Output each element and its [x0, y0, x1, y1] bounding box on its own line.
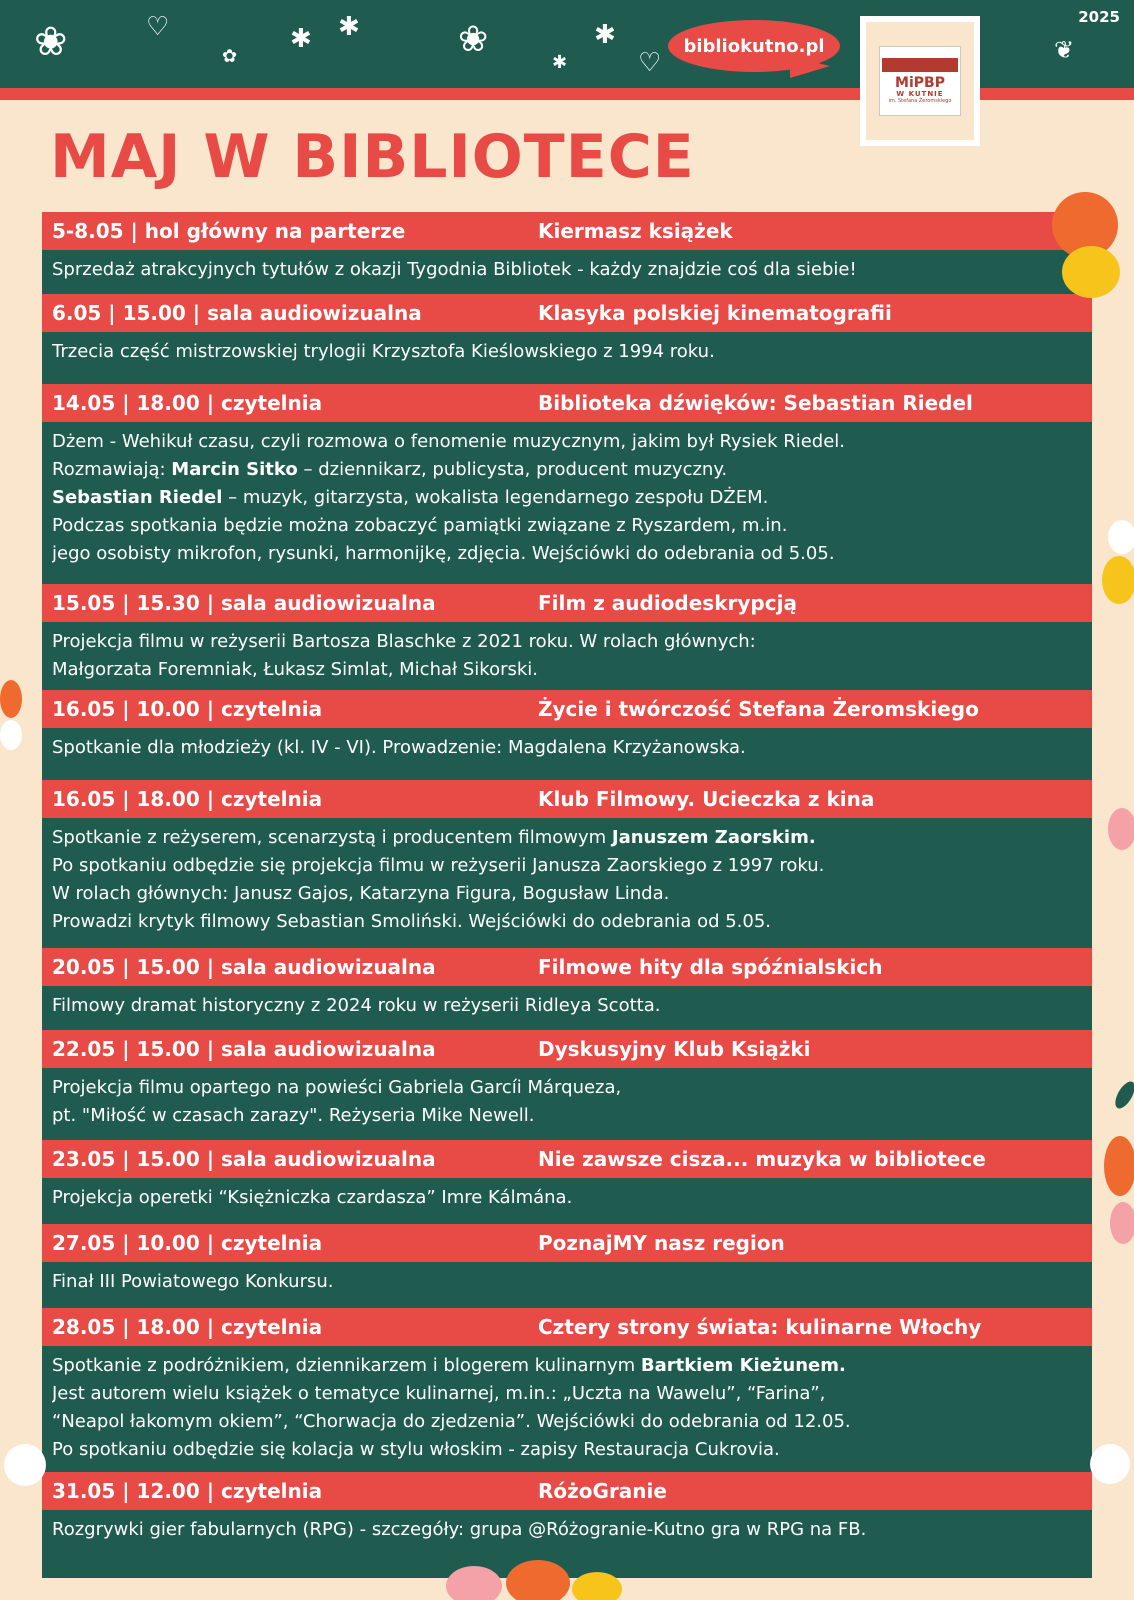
- event-header: [42, 1224, 1092, 1262]
- event-title: PoznajMY nasz region: [538, 1231, 785, 1255]
- line-text: Po spotkaniu odbędzie się kolacja w stylu włoskim - zapisy Restauracja Cukrovia.: [52, 1439, 780, 1460]
- event-title: Dyskusyjny Klub Książki: [538, 1037, 811, 1061]
- line-text: Małgorzata Foremniak, Łukasz Simlat, Michał Sikorski.: [52, 659, 538, 680]
- event-description: [42, 1510, 1092, 1578]
- event-description: [42, 1178, 1092, 1224]
- line-text: Dżem - Wehikuł czasu, czyli rozmowa o fenomenie muzycznym, jakim był Rysiek Riedel.: [52, 431, 846, 452]
- logo-patron: im. Stefana Żeromskiego: [888, 98, 952, 105]
- description-line: [52, 1516, 1082, 1544]
- line-text: Projekcja filmu opartego na powieści Gabriela Garcíi Márqueza,: [52, 1077, 622, 1098]
- event-item: [42, 294, 1092, 384]
- line-text: Projekcja operetki “Księżniczka czardasza” Imre Kálmána.: [52, 1187, 573, 1208]
- line-text: pt. "Miłość w czasach zarazy". Reżyseria Mike Newell.: [52, 1105, 535, 1126]
- line-text: Prowadzi krytyk filmowy Sebastian Smoliński. Wejściówki do odebrania od 5.05.: [52, 911, 772, 932]
- event-title: Nie zawsze cisza... muzyka w bibliotece: [538, 1147, 986, 1171]
- line-text: Spotkanie z reżyserem, scenarzystą i producentem filmowym: [52, 827, 612, 848]
- description-line: [52, 1408, 1082, 1436]
- event-description: [42, 622, 1092, 690]
- library-logo: [860, 16, 980, 146]
- leaf-icon: [1111, 1079, 1134, 1112]
- event-date-place: 27.05 | 10.00 | czytelnia: [52, 1231, 323, 1255]
- description-line: [52, 456, 1082, 484]
- heart-icon: ♡: [146, 12, 170, 42]
- line-text: Spotkanie dla młodzieży (kl. IV - VI). Prowadzenie: Magdalena Krzyżanowska.: [52, 737, 746, 758]
- line-text: Trzecia część mistrzowskiej trylogii Krzysztofa Kieślowskiego z 1994 roku.: [52, 341, 715, 362]
- description-line: [52, 880, 1082, 908]
- line-text: Jest autorem wielu książek o tematyce kulinarnej, m.in.: „Uczta na Wawelu”, “Farina”,: [52, 1383, 826, 1404]
- yellow-rose-icon: [1102, 556, 1134, 604]
- pink-rose-icon: [1108, 808, 1134, 850]
- white-rose-icon: [0, 720, 22, 750]
- line-text: Podczas spotkania będzie można zobaczyć pamiątki związane z Ryszardem, m.in.: [52, 515, 788, 536]
- line-text: Filmowy dramat historyczny z 2024 roku w reżyserii Ridleya Scotta.: [52, 995, 661, 1016]
- description-line: [52, 1074, 1082, 1102]
- event-date-place: 6.05 | 15.00 | sala audiowizualna: [52, 301, 422, 325]
- event-header: [42, 1308, 1092, 1346]
- page-title: MAJ W BIBLIOTECE: [50, 122, 695, 192]
- event-date-place: 28.05 | 18.00 | czytelnia: [52, 1315, 323, 1339]
- event-header: [42, 294, 1092, 332]
- white-flower-icon: [4, 1444, 46, 1486]
- event-header: [42, 948, 1092, 986]
- line-text: Rozgrywki gier fabularnych (RPG) - szczegóły: grupa @Różogranie-Kutno gra w RPG na FB.: [52, 1519, 867, 1540]
- event-description: [42, 332, 1092, 384]
- description-line: [52, 824, 1082, 852]
- description-line: [52, 428, 1082, 456]
- event-description: [42, 1346, 1092, 1472]
- description-line: [52, 540, 1082, 568]
- line-text: Finał III Powiatowego Konkursu.: [52, 1271, 334, 1292]
- description-line: [52, 656, 1082, 684]
- description-line: [52, 992, 1082, 1020]
- event-description: [42, 422, 1092, 584]
- bold-name: Marcin Sitko: [171, 459, 298, 480]
- event-title: Klasyka polskiej kinematografii: [538, 301, 892, 325]
- description-line: [52, 256, 1082, 284]
- description-line: [52, 484, 1082, 512]
- event-header: [42, 780, 1092, 818]
- event-item: [42, 948, 1092, 1030]
- event-header: [42, 212, 1092, 250]
- speech-bubble-tail: [790, 56, 830, 78]
- event-description: [42, 250, 1092, 294]
- event-header: [42, 1140, 1092, 1178]
- event-title: Kiermasz książek: [538, 219, 733, 243]
- logo-card: [879, 46, 961, 116]
- book-roof-icon: [882, 58, 958, 72]
- event-item: [42, 584, 1092, 690]
- event-header: [42, 690, 1092, 728]
- description-line: [52, 1102, 1082, 1130]
- event-date-place: 31.05 | 12.00 | czytelnia: [52, 1479, 323, 1503]
- event-title: Film z audiodeskrypcją: [538, 591, 797, 615]
- event-item: [42, 1472, 1092, 1578]
- description-line: [52, 852, 1082, 880]
- website-bubble[interactable]: bibliokutno.pl: [668, 20, 840, 72]
- line-text: – muzyk, gitarzysta, wokalista legendarnego zespołu DŻEM.: [222, 487, 769, 508]
- leaf-icon: ❦: [1054, 36, 1075, 64]
- event-item: [42, 384, 1092, 584]
- event-date-place: 16.05 | 10.00 | czytelnia: [52, 697, 323, 721]
- line-text: “Neapol łakomym okiem”, “Chorwacja do zjedzenia”. Wejściówki do odebrania od 12.05.: [52, 1411, 851, 1432]
- line-prefix: Rozmawiają:: [52, 459, 172, 480]
- event-title: RóżoGranie: [538, 1479, 667, 1503]
- event-description: [42, 818, 1092, 948]
- event-item: [42, 212, 1092, 294]
- event-date-place: 16.05 | 18.00 | czytelnia: [52, 787, 323, 811]
- event-list: [42, 212, 1092, 1578]
- event-title: Życie i twórczość Stefana Żeromskiego: [538, 697, 979, 721]
- description-line: [52, 1436, 1082, 1464]
- pink-rose-icon: [446, 1566, 502, 1600]
- event-item: [42, 1308, 1092, 1472]
- sparkle-icon: ✱: [338, 12, 360, 42]
- line-text: Sprzedaż atrakcyjnych tytułów z okazji Tygodnia Bibliotek - każdy znajdzie coś dla siebie!: [52, 259, 857, 280]
- bold-name: Januszem Zaorskim.: [611, 827, 816, 848]
- logo-name: MiPBP: [895, 74, 945, 91]
- yellow-rose-icon: [572, 1572, 622, 1600]
- line-text: Po spotkaniu odbędzie się projekcja filmu w reżyserii Janusza Zaorskiego z 1997 roku.: [52, 855, 825, 876]
- bold-name: Bartkiem Kieżunem.: [640, 1355, 846, 1376]
- description-line: [52, 512, 1082, 540]
- event-title: Filmowe hity dla spóźnialskich: [538, 955, 883, 979]
- year-label: 2025: [1078, 8, 1120, 26]
- white-rose-icon: [1108, 520, 1134, 554]
- logo-city: W KUTNIE: [896, 89, 944, 98]
- event-item: [42, 1224, 1092, 1308]
- event-title: Biblioteka dźwięków: Sebastian Riedel: [538, 391, 973, 415]
- event-date-place: 20.05 | 15.00 | sala audiowizualna: [52, 955, 436, 979]
- orange-rose-icon: [506, 1560, 570, 1600]
- event-item: [42, 780, 1092, 948]
- description-line: [52, 338, 1082, 366]
- sparkle-icon: ✱: [594, 20, 616, 50]
- event-description: [42, 1262, 1092, 1308]
- event-item: [42, 1030, 1092, 1140]
- bold-name: Sebastian Riedel: [52, 487, 223, 508]
- pink-rose-icon: [1110, 1202, 1134, 1244]
- event-date-place: 15.05 | 15.30 | sala audiowizualna: [52, 591, 436, 615]
- event-description: [42, 1068, 1092, 1140]
- description-line: [52, 1380, 1082, 1408]
- description-line: [52, 628, 1082, 656]
- description-line: [52, 734, 1082, 762]
- yellow-rose-icon: [1062, 246, 1120, 298]
- event-item: [42, 690, 1092, 780]
- event-header: [42, 584, 1092, 622]
- flower-icon: ✿: [222, 46, 238, 67]
- description-line: [52, 1184, 1082, 1212]
- event-date-place: 23.05 | 15.00 | sala audiowizualna: [52, 1147, 436, 1171]
- line-text: Projekcja filmu w reżyserii Bartosza Blaschke z 2021 roku. W rolach głównych:: [52, 631, 756, 652]
- rose-icon: ❀: [34, 19, 68, 65]
- line-text: Spotkanie z podróżnikiem, dziennikarzem i blogerem kulinarnym: [52, 1355, 641, 1376]
- sparkle-icon: ✱: [552, 52, 568, 73]
- description-line: [52, 1352, 1082, 1380]
- white-flower-icon: [1090, 1444, 1130, 1484]
- line-text: jego osobisty mikrofon, rysunki, harmonijkę, zdjęcia. Wejściówki do odebrania od 5.05.: [52, 543, 835, 564]
- sparkle-icon: ✱: [290, 24, 312, 54]
- event-title: Cztery strony świata: kulinarne Włochy: [538, 1315, 982, 1339]
- event-header: [42, 1030, 1092, 1068]
- event-header: [42, 1472, 1092, 1510]
- orange-rose-icon: [0, 680, 22, 718]
- event-description: [42, 728, 1092, 780]
- event-title: Klub Filmowy. Ucieczka z kina: [538, 787, 875, 811]
- event-description: [42, 986, 1092, 1030]
- description-line: [52, 908, 1082, 936]
- event-date-place: 5-8.05 | hol główny na parterze: [52, 219, 406, 243]
- line-text: W rolach głównych: Janusz Gajos, Katarzyna Figura, Bogusław Linda.: [52, 883, 670, 904]
- event-header: [42, 384, 1092, 422]
- event-date-place: 14.05 | 18.00 | czytelnia: [52, 391, 323, 415]
- line-text: – dziennikarz, publicysta, producent muzyczny.: [297, 459, 728, 480]
- heart-icon: ♡: [638, 48, 662, 78]
- event-date-place: 22.05 | 15.00 | sala audiowizualna: [52, 1037, 436, 1061]
- orange-rose-icon: [1104, 1136, 1134, 1196]
- rose-icon: ❀: [458, 19, 489, 60]
- event-item: [42, 1140, 1092, 1224]
- description-line: [52, 1268, 1082, 1296]
